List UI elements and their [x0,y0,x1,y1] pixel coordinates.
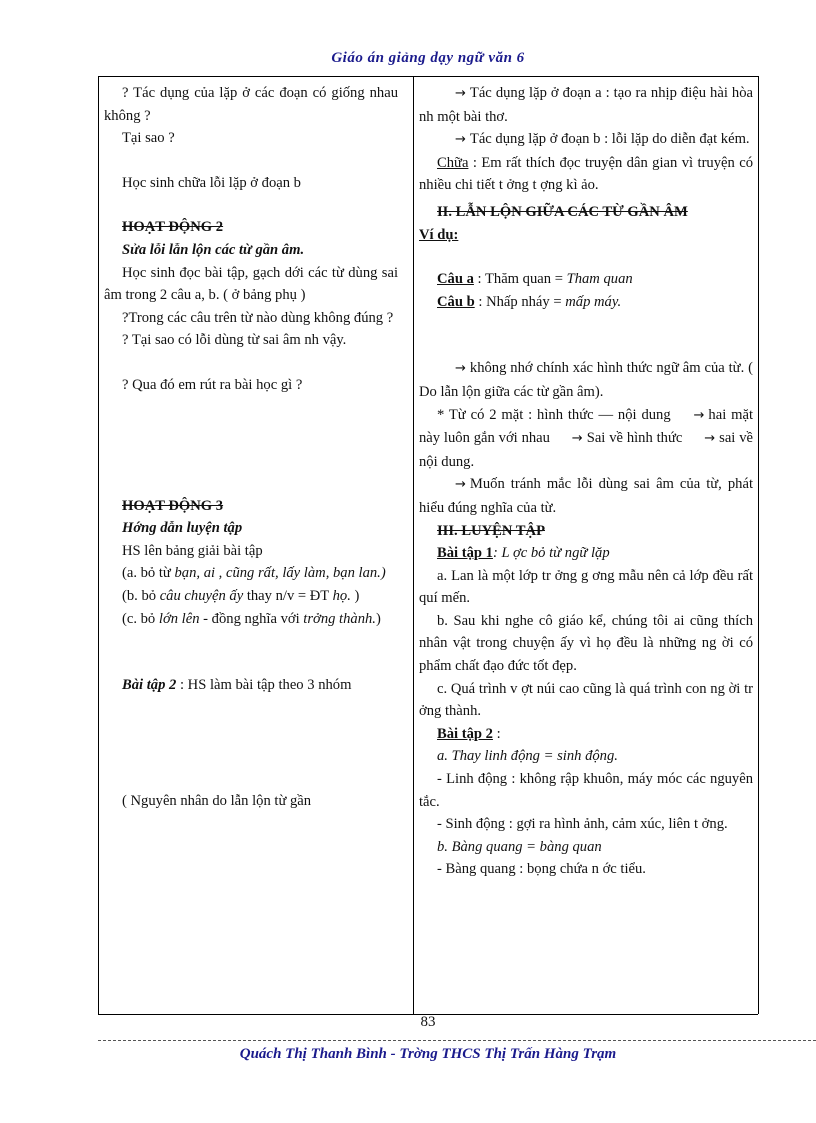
table-column-divider [413,76,414,1014]
table-left-border [98,76,99,1014]
table-right-border [758,76,759,1014]
activity-3-instruction: HS lên bảng giải bài tập [122,542,263,559]
arrow-right-icon: → [704,431,716,447]
effect-b: → Tác dụng lặp ở đoạn b : lỗi lặp do diễn đạt kém. [419,128,753,152]
student-fix-repetition: Học sinh chữa lỗi lặp ở đoạn b [122,174,301,191]
footer-divider [98,1040,816,1041]
exercise-1-b: b. Sau khi nghe cô giáo kể, chúng tôi ai cũng thích nhân vật trong chuyện ấy vì họ đều là những ng ời có phẩm chất đạo đức tốt đẹp. [419,612,753,675]
answer-c: (c. bỏ lớn lên - đồng nghĩa với trởng thành.) [122,610,381,627]
section-3-heading: III. LUYỆN TẬP [437,522,545,539]
table-top-border [98,76,758,77]
arrow-right-icon: → [571,431,583,447]
activity-2-question-3: ? Qua đó em rút ra bài học gì ? [122,376,303,393]
arrow-right-icon: → [455,477,466,493]
word-two-sides: * Từ có 2 mặt : hình thức — nội dung → hai mặt này luôn gắn với nhau → Sai về hình thức → sai về nội dung. [419,406,753,470]
exercise-2-group-work: Bài tập 2 : HS làm bài tập theo 3 nhóm [122,677,352,694]
avoid-mistake: → Muốn tránh mắc lỗi dùng sai âm của từ, phát hiểu đúng nghĩa của từ. [419,476,753,516]
effect-a: → Tác dụng lặp ở đoạn a : tạo ra nhịp điệu hài hòa nh một bài thơ. [419,85,753,125]
arrow-right-icon: → [455,361,466,377]
page-header: Giáo án giảng dạy ngữ văn 6 [331,50,525,66]
question-why: Tại sao ? [122,130,175,147]
activity-2-question-2: ? Tại sao có lỗi dùng từ sai âm nh vậy. [122,332,347,349]
activity-3-subtitle: Hớng dẫn luyện tập [122,520,243,537]
page-number: 83 [420,1014,436,1030]
activity-2-subtitle: Sửa lỗi lẫn lộn các từ gần âm. [122,241,305,258]
activity-2-instruction: Học sinh đọc bài tập, gạch dới các từ dùng sai âm trong 2 câu a, b. ( ở bảng phụ ) [104,264,398,304]
exercise-2: Bài tập 2 : [437,725,501,742]
cause-note: ( Nguyên nhân do lẫn lộn từ gần [122,792,312,809]
exercise-2-linh-dong: - Linh động : không rập khuôn, máy móc các nguyên tắc. [419,771,753,810]
activity-3-title: HOẠT ĐỘNG 3 [122,497,224,514]
lesson-table [98,76,758,1014]
teacher-activity-column [104,82,398,812]
content-column [419,82,753,881]
answer-a: (a. bỏ từ bạn, ai , cũng rất, lấy làm, bạn lan.) [122,565,386,582]
exercise-1-c: c. Quá trình v ợt núi cao cũng là quá trình con ng ời tr ởng thành. [419,680,753,720]
example-label: Ví dụ: [419,226,459,243]
exercise-2-bang-quang: - Bàng quang : bọng chứa n ớc tiểu. [437,861,646,878]
page-footer: Quách Thị Thanh Bình - Trờng THCS Thị Trấn Hàng Trạm [239,1046,617,1062]
activity-2-question-1: ?Trong các câu trên từ nào dùng không đúng ? [122,309,394,326]
exercise-2-sinh-dong: - Sinh động : gợi ra hình ảnh, cảm xúc, liên t ởng. [437,816,728,833]
activity-2-title: HOẠT ĐỘNG 2 [122,219,224,236]
exercise-2-a: a. Thay linh động = sinh động. [437,748,618,765]
arrow-right-icon: → [455,132,466,148]
section-2-heading: II. LẪN LỘN GIỮA CÁC TỪ GẦN ÂM [437,203,688,220]
arrow-right-icon: → [455,86,466,101]
sentence-a: Câu a : Thăm quan = Tham quan [437,271,633,288]
cause-explanation: → không nhớ chính xác hình thức ngữ âm của từ. ( Do lẫn lộn giữa các từ gần âm). [419,360,753,400]
sentence-b: Câu b : Nhấp nháy = mấp máy. [437,293,622,310]
question-repetition-effect: ? Tác dụng của lặp ở các đoạn có giống nhau không ? [104,85,398,124]
correction: Chữa : Em rất thích đọc truyện dân gian vì truyện có nhiều chi tiết t ởng t ợng kì ảo. [419,154,753,194]
answer-b: (b. bỏ câu chuyện ấy thay n/v = ĐT họ. ) [122,587,360,604]
exercise-1-a: a. Lan là một lớp tr ởng g ơng mẫu nên cả lớp đều rất quí mến. [419,567,753,607]
exercise-2-b: b. Bàng quang = bàng quan [437,838,602,855]
arrow-right-icon: → [693,407,705,423]
exercise-1: Bài tập 1: L ợc bỏ từ ngữ lặp [437,545,610,562]
